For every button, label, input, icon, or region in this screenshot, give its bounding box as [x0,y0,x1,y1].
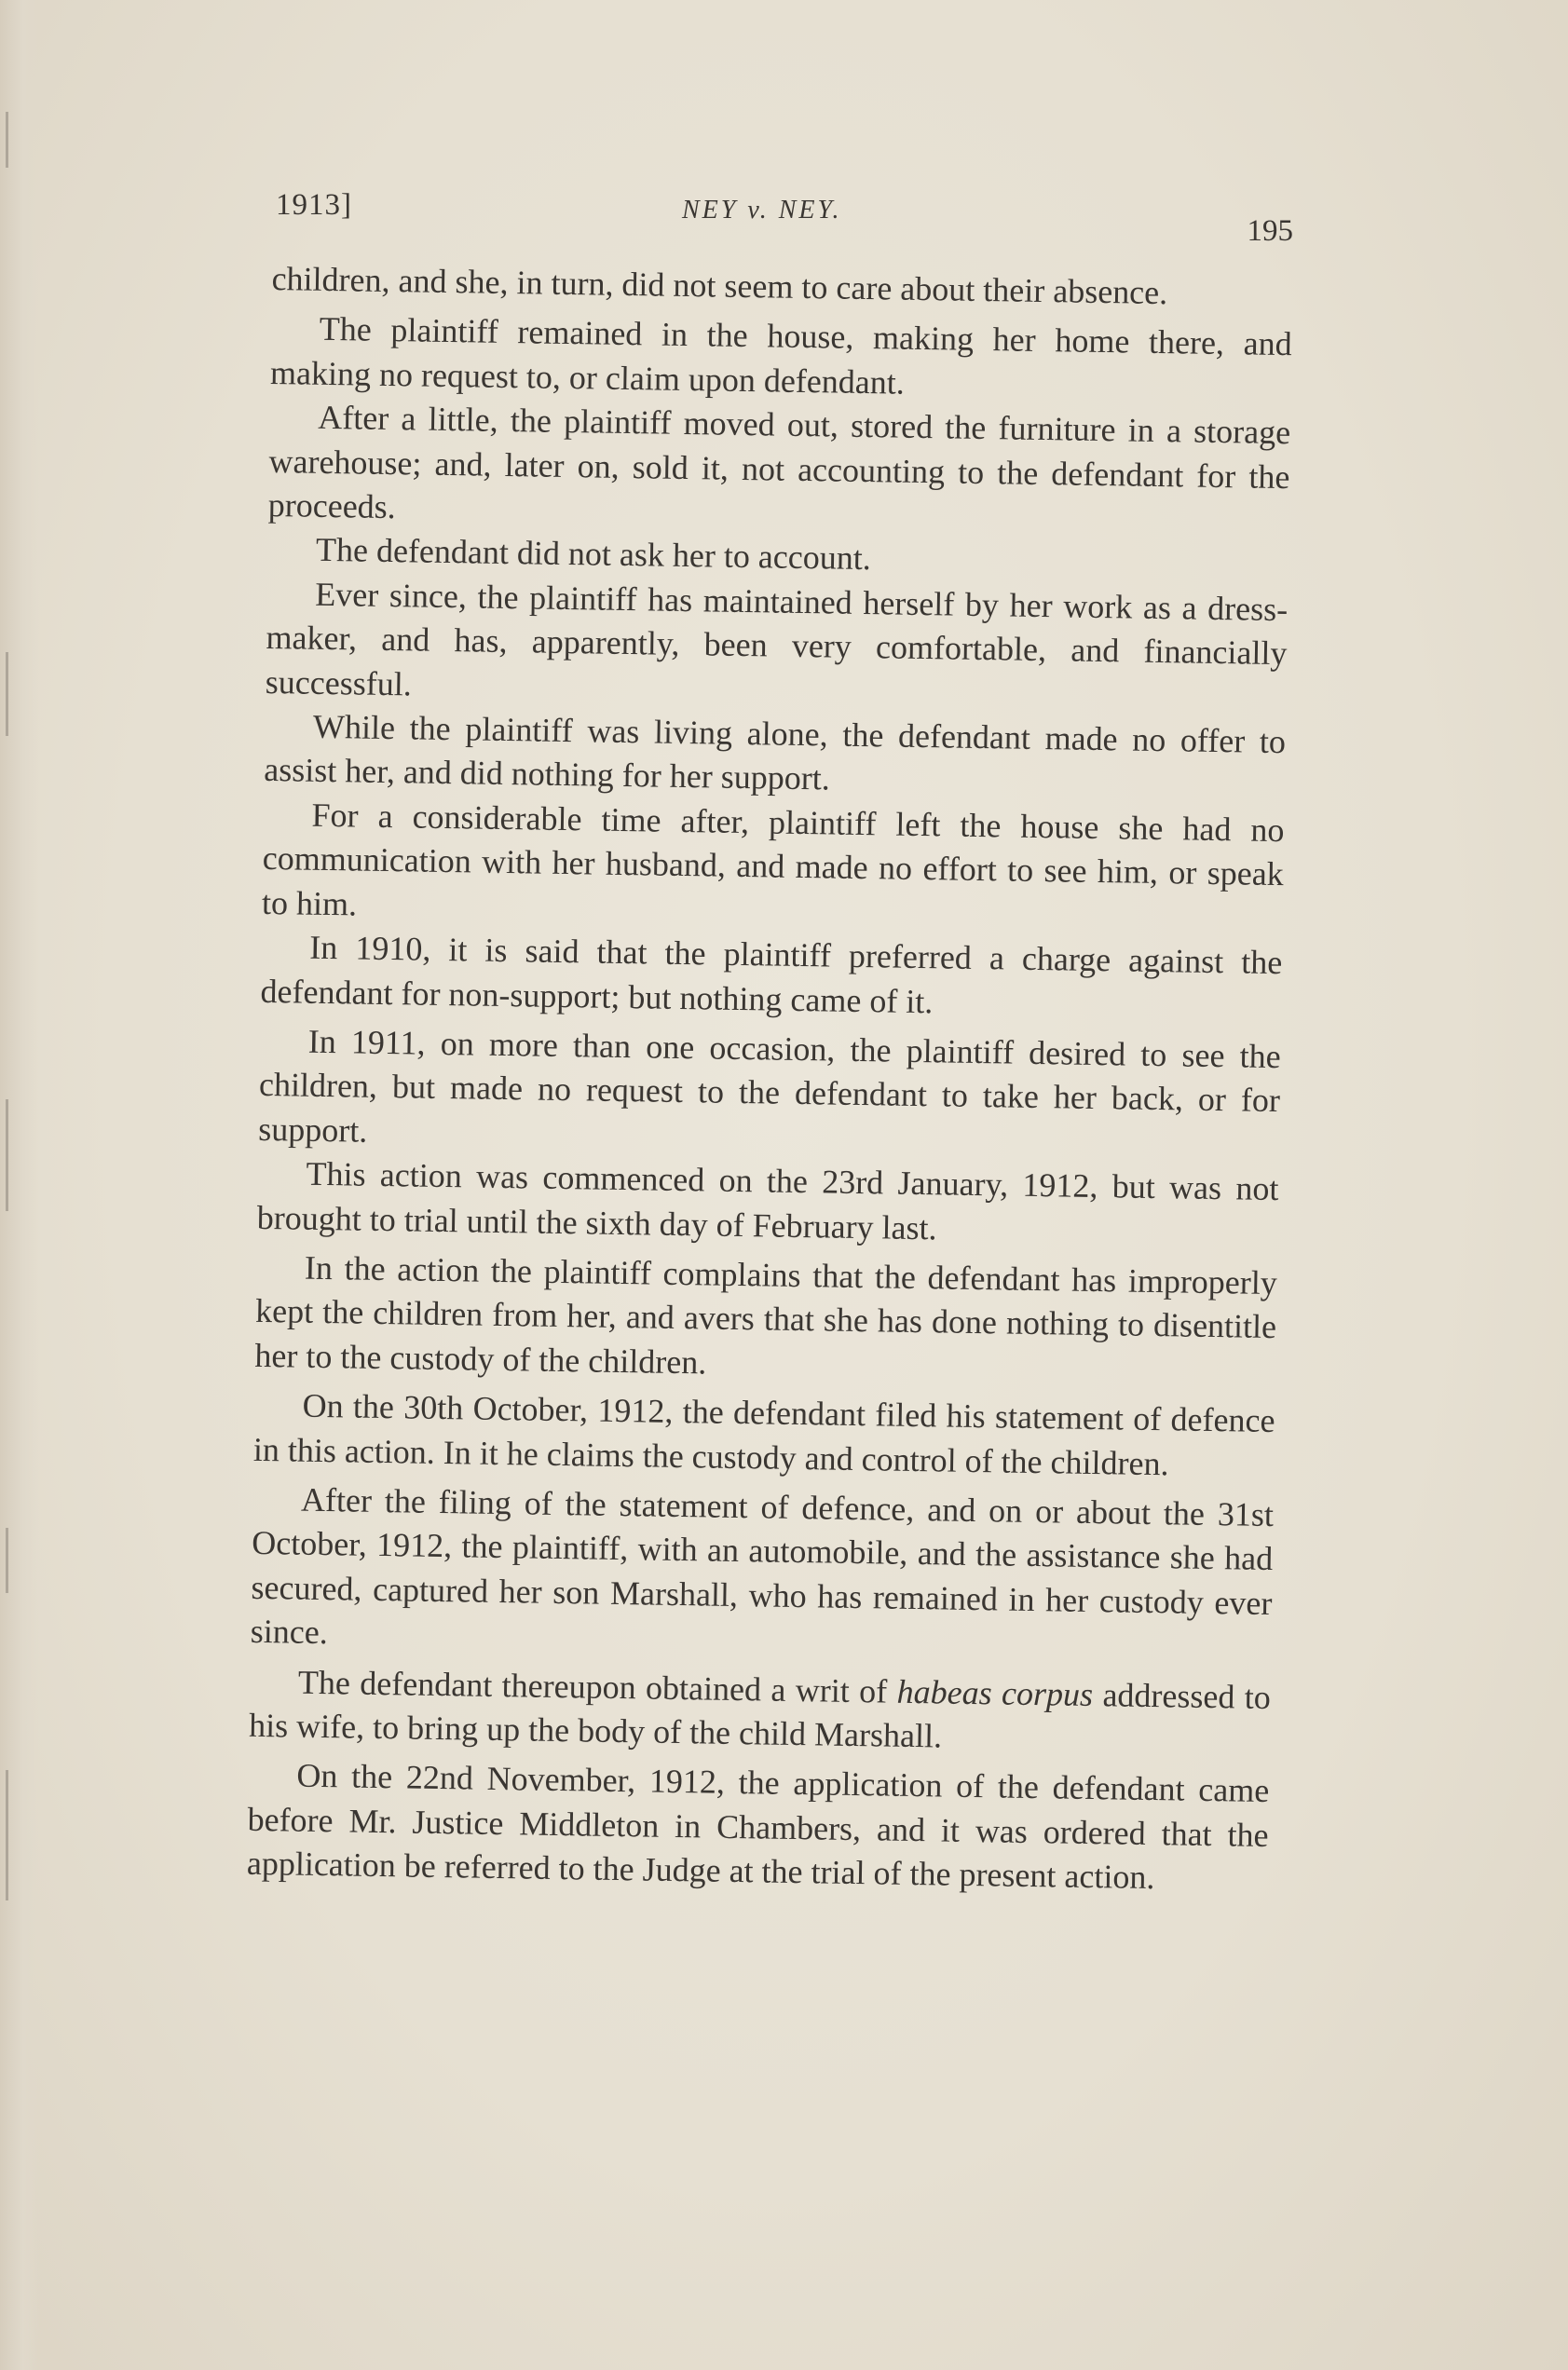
paragraph: In 1910, it is said that the plaintiff preferred a charge against the defendant for non-support; but nothing came of it. [260,928,1283,1020]
header-year: 1913] [276,188,352,222]
header-case-title: NEY v. NEY. [682,196,842,225]
paragraph: children, and she, in turn, did not seem to care about their absence. [271,259,1168,312]
paragraph: In the action the plaintiff complains that the defendant has improperly kept the children from her, and avers that she has done nothing to disentitle her to the custody of the children. [254,1248,1278,1382]
paragraph-text: The defendant thereupon obtained a writ of [297,1663,888,1710]
paragraph: For a considerable time after, plaintiff left the house she had no communication with her husband, and made no effort to see him, or speak to him. [261,796,1285,923]
italic-latin-term: habeas corpus [896,1672,1094,1713]
paragraph: On the 22nd November, 1912, the application of the defendant came before Mr. Justice Middleton in Chambers, and it was ordered that the application be referred to the Judge at the trial of the present action. [246,1757,1270,1897]
paragraph-text: addressed to his wife, to bring up the body of the child Marshall. [248,1675,1272,1755]
edge-mark [6,652,8,736]
paragraph: On the 30th October, 1912, the defendant filed his statement of defence in this action. In it he claims the custody and control of the children. [252,1386,1275,1482]
edge-mark [6,112,8,168]
paragraph: The defendant did not ask her to account. [315,531,872,578]
edge-mark [6,1099,8,1211]
running-header [276,183,1293,248]
edge-mark [6,1770,8,1900]
paragraph [249,1659,1271,1764]
paragraph: The plaintiff remained in the house, making her home there, and making no request to, or claim upon defendant. [269,310,1292,402]
paragraph: While the plaintiff was living alone, the defendant made no offer to assist her, and did nothing for her support. [264,707,1287,797]
edge-mark [6,1528,8,1593]
paragraph: After a little, the plaintiff moved out, stored the furniture in a storage warehouse; and, later on, sold it, not accounting to the defendant for the proceeds. [267,399,1291,526]
paragraph: This action was commenced on the 23rd January, 1912, but was not brought to trial until the sixth day of February last. [256,1154,1279,1246]
page-binding-edge [0,0,39,2370]
page-number: 195 [1247,214,1293,248]
paragraph: Ever since, the plaintiff has maintained herself by her work as a dress-maker, and has, apparently, been very comfortable, and financially successful. [265,575,1288,703]
paragraph: In 1911, on more than one occasion, the plaintiff desired to see the children, but made no request to the defendant to take her back, or for support. [257,1022,1281,1150]
body-text [247,257,1293,1902]
paragraph: After the filing of the statement of defence, and on or about the 31st October, 1912, the plaintiff, with an automobile, and the assistance she had secured, captured her son Marshall, who has remained in her custody ever since. [250,1480,1275,1652]
